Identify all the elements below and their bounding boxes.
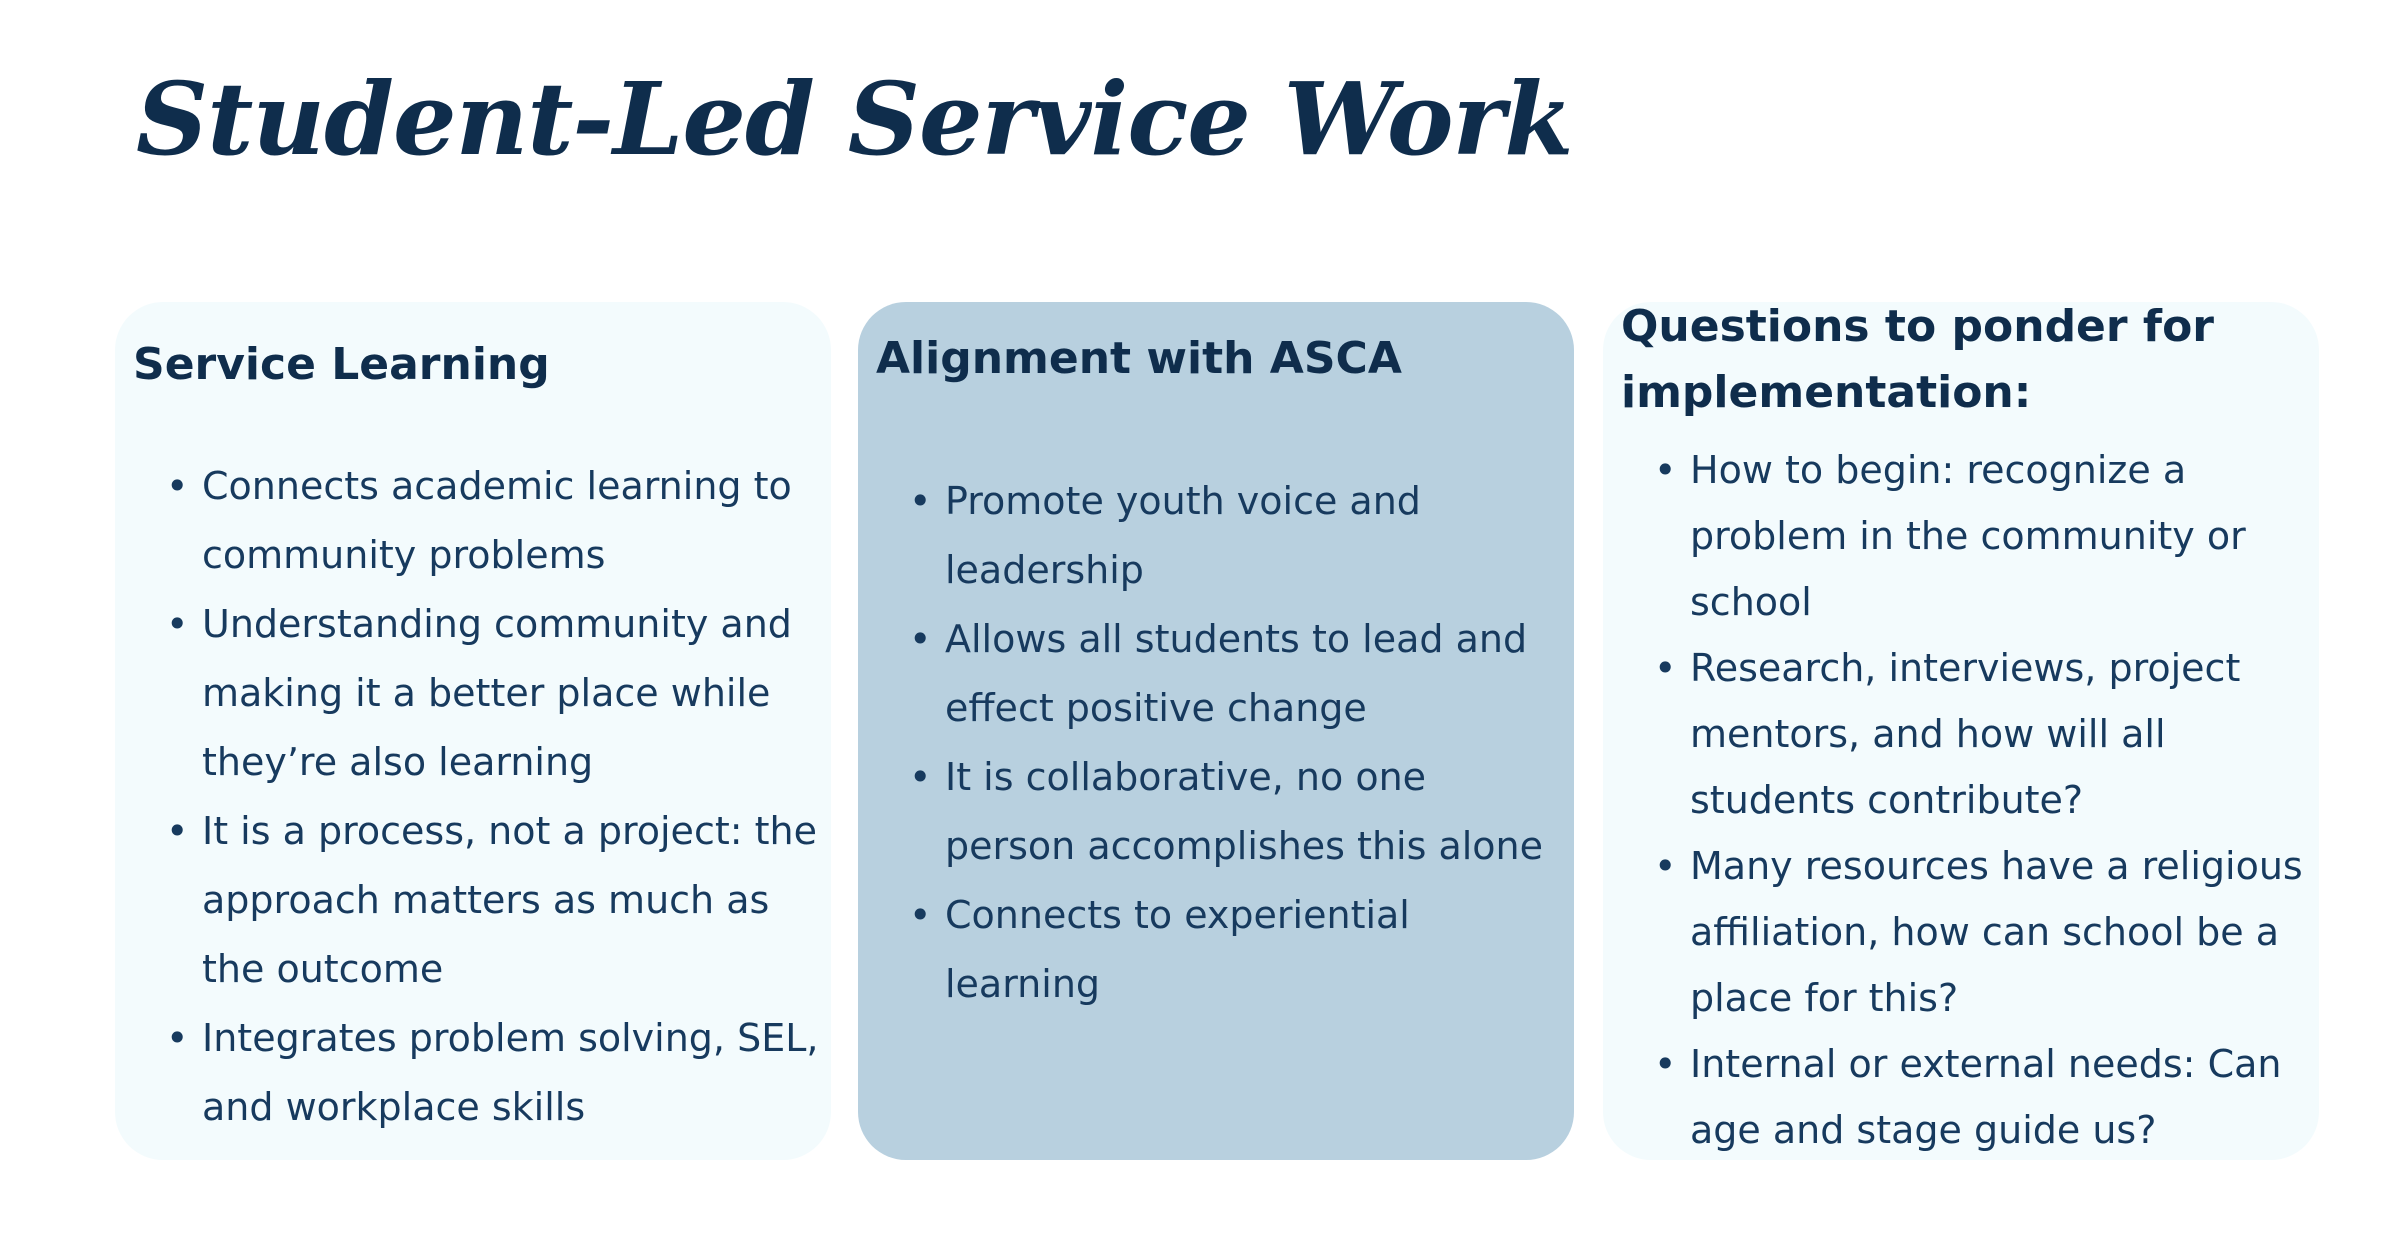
list-item-text: Many resources have a religious affiliation, how can school be a place for this?	[1690, 844, 2303, 1020]
list-item	[903, 743, 1563, 881]
list-item	[903, 605, 1563, 743]
list-item-text: Integrates problem solving, SEL, and workplace skills	[202, 1016, 819, 1129]
list-item	[903, 467, 1563, 605]
list-item-text: Allows all students to lead and effect positive change	[945, 617, 1528, 730]
bullet-icon: •	[1654, 1042, 1677, 1086]
bullet-icon: •	[909, 755, 932, 799]
list-item-text: Connects academic learning to community problems	[202, 464, 792, 577]
list-item-text: Understanding community and making it a better place while they’re also learning	[202, 602, 792, 784]
list-item-text: Internal or external needs: Can age and stage guide us?	[1690, 1042, 2282, 1152]
list-item	[160, 590, 820, 797]
list-item	[160, 1004, 820, 1142]
list-item	[903, 881, 1563, 1019]
service-learning-card	[115, 302, 831, 1160]
list-item-text: How to begin: recognize a problem in the community or school	[1690, 448, 2246, 624]
list-item	[1648, 833, 2303, 1031]
bullet-list	[903, 467, 1563, 1019]
bullet-icon: •	[166, 809, 189, 853]
list-item-text: Research, interviews, project mentors, and how will all students contribute?	[1690, 646, 2241, 822]
card-heading: Questions to ponder for implementation:	[1621, 302, 2214, 418]
bullet-icon: •	[909, 893, 932, 937]
bullet-icon: •	[1654, 844, 1677, 888]
bullet-icon: •	[166, 464, 189, 508]
bullet-list	[1648, 437, 2303, 1160]
bullet-icon: •	[166, 1016, 189, 1060]
bullet-icon: •	[909, 617, 932, 661]
page-title: Student-Led Service Work	[136, 60, 1573, 178]
card-heading: Service Learning	[133, 339, 550, 390]
list-item	[160, 797, 820, 1004]
bullet-icon: •	[909, 479, 932, 523]
list-item	[160, 452, 820, 590]
list-item-text: Promote youth voice and leadership	[945, 479, 1421, 592]
list-item-text: Connects to experiential learning	[945, 893, 1410, 1006]
list-item-text: It is collaborative, no one person accomplishes this alone	[945, 755, 1544, 868]
list-item	[1648, 635, 2303, 833]
bullet-icon: •	[166, 602, 189, 646]
list-item	[1648, 1031, 2303, 1160]
card-heading: Alignment with ASCA	[876, 333, 1402, 384]
bullet-icon: •	[1654, 448, 1677, 492]
implementation-questions-card	[1603, 302, 2319, 1160]
bullet-list	[160, 452, 820, 1142]
list-item-text: It is a process, not a project: the approach matters as much as the outcome	[202, 809, 817, 991]
bullet-icon: •	[1654, 646, 1677, 690]
asca-alignment-card	[858, 302, 1574, 1160]
list-item	[1648, 437, 2303, 635]
